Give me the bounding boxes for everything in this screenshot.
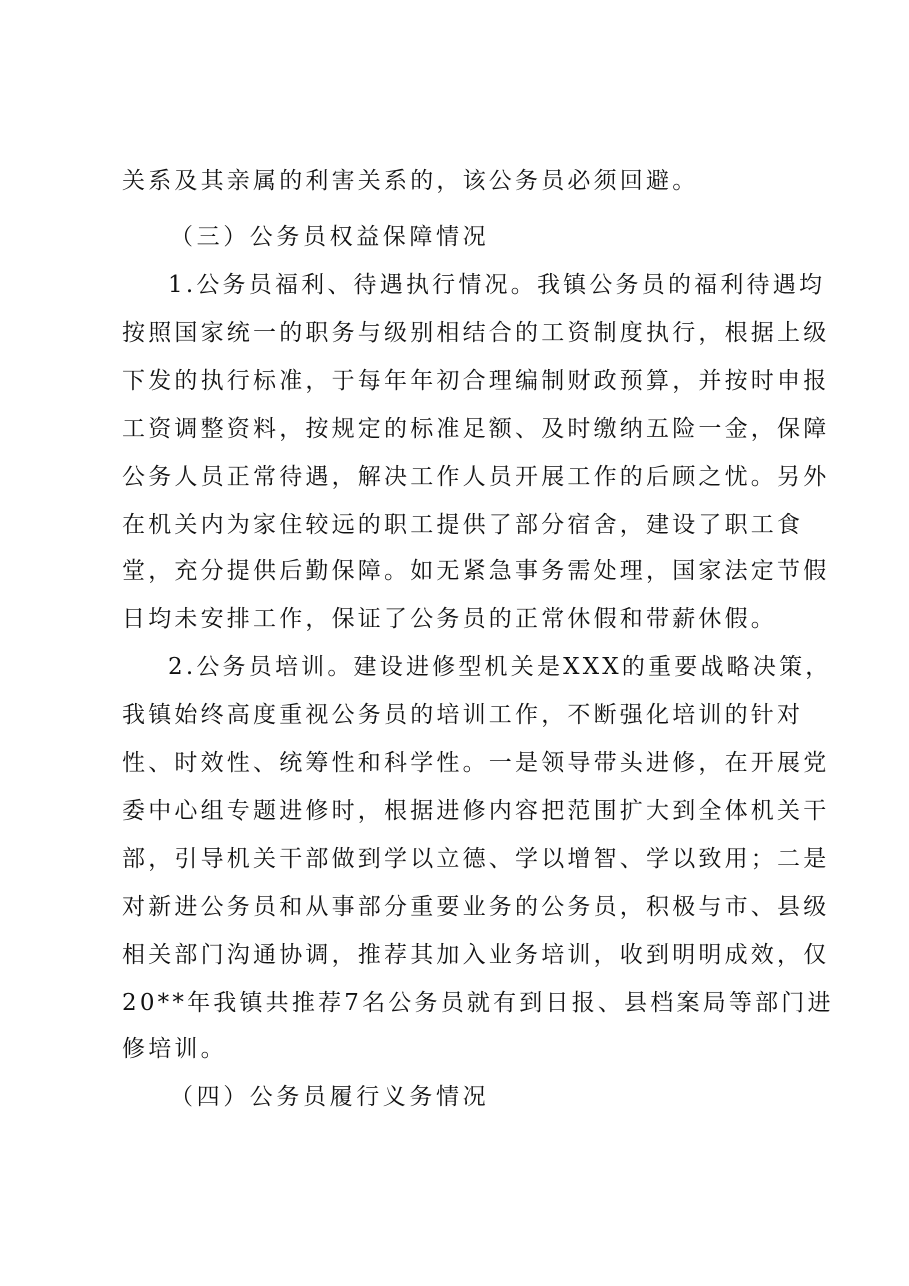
paragraph-line: 对新进公务员和从事部分重要业务的公务员，积极与市、县级 bbox=[122, 894, 830, 920]
paragraph-line: 部，引导机关干部做到学以立德、学以增智、学以致用；二是 bbox=[122, 846, 830, 872]
paragraph-line: 性、时效性、统筹性和科学性。一是领导带头进修，在开展党 bbox=[122, 750, 830, 776]
paragraph-line: 下发的执行标准，于每年年初合理编制财政预算，并按时申报 bbox=[122, 368, 830, 394]
paragraph-line: 20**年我镇共推荐7名公务员就有到日报、县档案局等部门进 bbox=[122, 990, 834, 1016]
paragraph-line: 按照国家统一的职务与级别相结合的工资制度执行，根据上级 bbox=[122, 320, 830, 346]
paragraph-line: 1.公务员福利、待遇执行情况。我镇公务员的福利待遇均 bbox=[168, 272, 826, 298]
paragraph-line: 日均未安排工作，保证了公务员的正常休假和带薪休假。 bbox=[122, 606, 777, 632]
section-heading: （三）公务员权益保障情况 bbox=[170, 224, 490, 250]
paragraph-line: 委中心组专题进修时，根据进修内容把范围扩大到全体机关干 bbox=[122, 798, 830, 824]
paragraph-line: 2.公务员培训。建设进修型机关是XXX的重要战略决策， bbox=[168, 654, 832, 680]
paragraph-line: 在机关内为家住较远的职工提供了部分宿舍，建设了职工食 bbox=[122, 512, 804, 538]
paragraph-line: 关系及其亲属的利害关系的，该公务员必须回避。 bbox=[122, 168, 699, 194]
paragraph-line: 相关部门沟通协调，推荐其加入业务培训，收到明明成效，仅 bbox=[122, 942, 830, 968]
paragraph-line: 公务人员正常待遇，解决工作人员开展工作的后顾之忧。另外 bbox=[122, 464, 830, 490]
section-heading: （四）公务员履行义务情况 bbox=[170, 1084, 490, 1110]
paragraph-line: 工资调整资料，按规定的标准足额、及时缴纳五险一金，保障 bbox=[122, 416, 830, 442]
paragraph-line: 我镇始终高度重视公务员的培训工作，不断强化培训的针对 bbox=[122, 702, 804, 728]
paragraph-line: 堂，充分提供后勤保障。如无紧急事务需处理，国家法定节假 bbox=[122, 558, 830, 584]
paragraph-line: 修培训。 bbox=[122, 1036, 227, 1062]
